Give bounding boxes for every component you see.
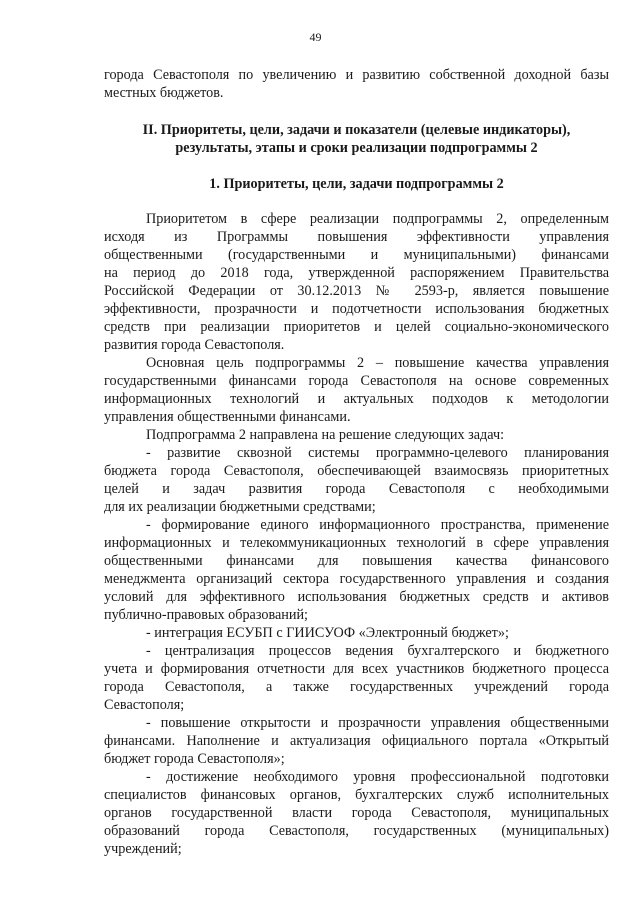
body-text-line: государственными финансами города Севастополя на основе современных xyxy=(104,373,609,389)
section-heading: II. Приоритеты, цели, задачи и показатели (целевые индикаторы), xyxy=(142,122,571,138)
body-text-line: средств при реализации приоритетов и целей социально-экономического xyxy=(104,319,609,335)
body-text-line: менеджмента организаций сектора государственного управления и создания xyxy=(104,571,609,587)
page-number: 49 xyxy=(309,30,322,44)
list-item-first-line: - интеграция ЕСУБП с ГИИСУОФ «Электронный бюджет»; xyxy=(146,625,509,641)
paragraph-first-line: Основная цель подпрограммы 2 – повышение качества управления xyxy=(146,355,609,371)
body-text-line: учета и формирования отчетности для всех участников бюджетного процесса xyxy=(104,661,609,677)
body-text-line: специалистов финансовых органов, бухгалтерских служб исполнительных xyxy=(104,787,609,803)
body-text-line: условий для эффективного использования бюджетных средств и активов xyxy=(104,589,609,605)
body-text-line: города Севастополя по увеличению и развитию собственной доходной базы xyxy=(104,67,609,83)
list-item-first-line: - формирование единого информационного пространства, применение xyxy=(146,517,609,533)
body-text-line: управления общественными финансами. xyxy=(104,409,351,425)
list-item-first-line: - повышение открытости и прозрачности управления общественными xyxy=(146,715,609,731)
body-text-line: Севастополя; xyxy=(104,697,185,713)
list-item-first-line: - развитие сквозной системы программно-целевого планирования xyxy=(146,445,609,461)
body-text-line: бюджет города Севастополя»; xyxy=(104,751,285,767)
paragraph-first-line: Подпрограмма 2 направлена на решение следующих задач: xyxy=(146,427,505,443)
body-text-line: Российской Федерации от 30.12.2013 № 2593-р, является повышение xyxy=(104,283,609,299)
section-heading: результаты, этапы и сроки реализации подпрограммы 2 xyxy=(175,140,538,156)
body-text-line: информационных и телекоммуникационных технологий в сфере управления xyxy=(104,535,609,551)
body-text-line: учреждений; xyxy=(104,841,182,857)
body-text-line: эффективности, прозрачности и подотчетности использования бюджетных xyxy=(104,301,609,317)
body-text-line: целей и задач развития города Севастополя с необходимыми xyxy=(104,481,609,497)
paragraph-first-line: Приоритетом в сфере реализации подпрограммы 2, определенным xyxy=(146,211,609,227)
body-text-line: финансами. Наполнение и актуализация официального портала «Открытый xyxy=(104,733,609,749)
list-item-first-line: - централизация процессов ведения бухгалтерского и бюджетного xyxy=(146,643,609,659)
body-text-line: органов государственной власти города Севастополя, муниципальных xyxy=(104,805,609,821)
body-text-line: на период до 2018 года, утвержденной распоряжением Правительства xyxy=(104,265,609,281)
body-text-line: публично-правовых образований; xyxy=(104,607,308,623)
body-text-line: информационных технологий и актуальных подходов к методологии xyxy=(104,391,609,407)
subsection-heading: 1. Приоритеты, цели, задачи подпрограммы 2 xyxy=(209,176,504,192)
body-text-line: для их реализации бюджетными средствами; xyxy=(104,499,376,515)
body-text-line: местных бюджетов. xyxy=(104,85,224,101)
body-text-line: исходя из Программы повышения эффективности управления xyxy=(104,229,609,245)
body-text-line: города Севастополя, а также государственных учреждений города xyxy=(104,679,609,695)
body-text-line: общественными финансами для повышения качества финансового xyxy=(104,553,609,569)
body-text-line: развития города Севастополя. xyxy=(104,337,285,353)
list-item-first-line: - достижение необходимого уровня профессиональной подготовки xyxy=(146,769,609,785)
body-text-line: общественными (государственными и муниципальными) финансами xyxy=(104,247,609,263)
body-text-line: бюджета города Севастополя, обеспечивающей взаимосвязь приоритетных xyxy=(104,463,609,479)
body-text-line: образований города Севастополя, государственных (муниципальных) xyxy=(104,823,609,839)
